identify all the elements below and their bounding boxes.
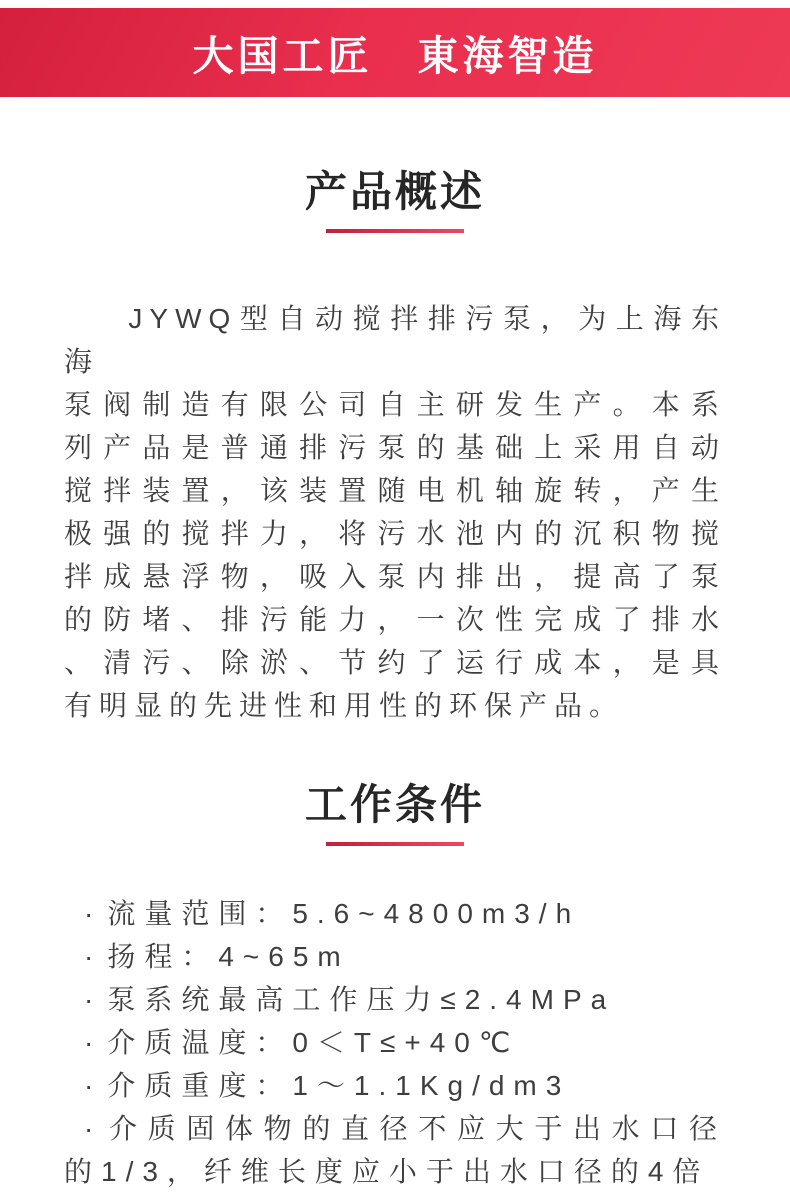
condition-text: 泵系统最高工作压力≤2.4MPa <box>107 984 616 1015</box>
bullet-dot-icon: · <box>84 941 94 972</box>
section-title-overview: 产品概述 <box>304 168 485 215</box>
condition-text: 流量范围：5.6~4800m3/h <box>107 898 581 929</box>
condition-text: 扬程：4~65m <box>107 941 350 972</box>
overview-section <box>0 169 790 727</box>
overview-title-underline <box>326 229 464 233</box>
section-title-conditions: 工作条件 <box>304 781 485 828</box>
conditions-list <box>64 892 726 1193</box>
bullet-dot-icon: · <box>84 1113 94 1144</box>
paragraph-line: 拌成悬浮物，吸入泵内排出，提高了泵 <box>64 561 726 592</box>
paragraph-line: 搅拌装置，该装置随电机轴旋转，产生 <box>64 475 726 506</box>
conditions-title-underline <box>326 842 464 846</box>
paragraph-line: 泵阀制造有限公司自主研发生产。本系 <box>64 389 726 420</box>
condition-item <box>64 978 726 1021</box>
header-banner <box>0 8 790 97</box>
overview-paragraph <box>64 297 726 727</box>
condition-item <box>64 1064 726 1107</box>
paragraph-line: 极强的搅拌力，将污水池内的沉积物搅 <box>64 518 726 549</box>
condition-item <box>64 1021 726 1064</box>
condition-item <box>64 935 726 978</box>
banner-title: 大国工匠 東海智造 <box>192 33 598 79</box>
paragraph-line: 、清污、除淤、节约了运行成本，是具 <box>64 647 726 678</box>
condition-item <box>64 1107 726 1193</box>
bullet-dot-icon: · <box>84 1070 94 1101</box>
paragraph-line: 列产品是普通排污泵的基础上采用自动 <box>64 432 726 463</box>
paragraph-line: 有明显的先进性和用性的环保产品。 <box>64 690 625 721</box>
condition-text: 介质重度：1～1.1Kg/dm3 <box>107 1070 571 1101</box>
bullet-dot-icon: · <box>84 984 94 1015</box>
condition-text: 介质固体物的直径不应大于出水口径的1/3，纤维长度应小于出水口径的4倍 <box>64 1113 726 1187</box>
paragraph-line: JYWQ型自动搅拌排污泵，为上海东海 <box>64 303 726 377</box>
bullet-dot-icon: · <box>84 1027 94 1058</box>
condition-item <box>64 892 726 935</box>
bullet-dot-icon: · <box>84 898 94 929</box>
condition-text: 介质温度：0＜T≤+40℃ <box>107 1027 520 1058</box>
paragraph-line: 的防堵、排污能力，一次性完成了排水 <box>64 604 726 635</box>
conditions-section <box>0 782 790 1193</box>
